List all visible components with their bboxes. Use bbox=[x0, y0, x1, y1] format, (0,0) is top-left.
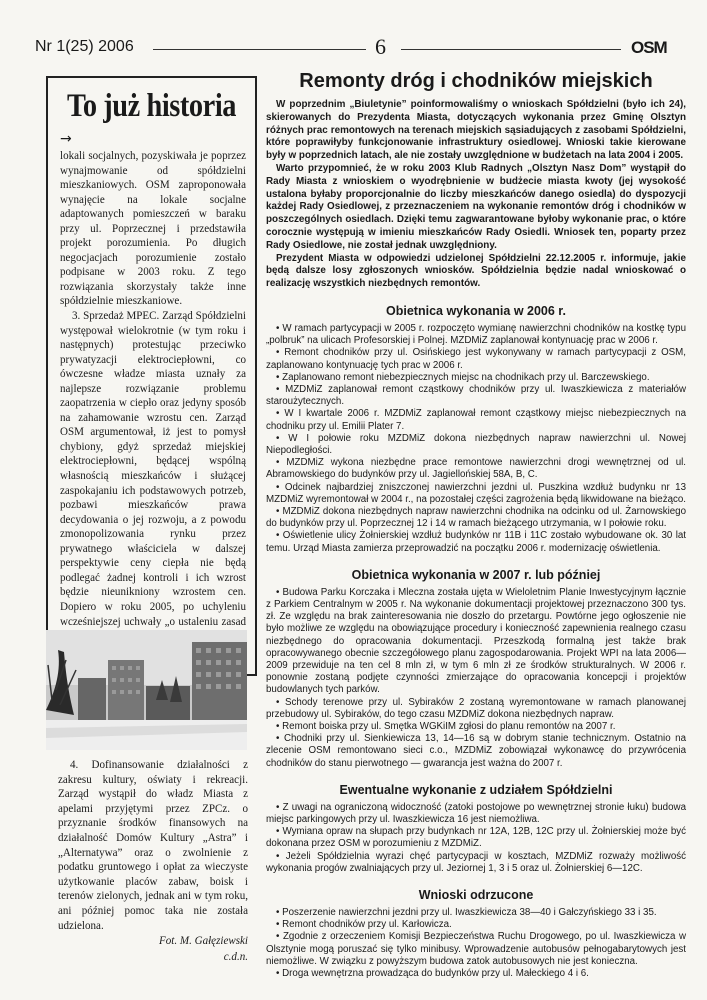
lead-paragraph: W poprzednim „Biuletynie” poinformowaliśmy o wnioskach Spółdzielni (było ich 24), skierowanych do Prezydenta Miasta, dotyczących wykonania przez Gminę Olsztyn różnych prac remontowych na terenach miejskich sąsiadujących z zasobami Spółdzielni, które poprawiłyby funkcjonowanie infrastruktury osiedlowej. Wnioski takie kierowane były w poprzednich latach, ale nie zostały uwzględnione w budżetach na lata 2004 i 2005. bbox=[266, 99, 686, 162]
article-lead bbox=[266, 99, 686, 291]
sidebar-continuation bbox=[58, 758, 248, 964]
list-item: • W I kwartale 2006 r. MZDMiZ zaplanował remont cząstkowy miejsc niebezpiecznych na chodniku przy ul. Emilii Plater 7. bbox=[266, 408, 686, 432]
sidebar-paragraph: 3. Sprzedaż MPEC. Zarząd Spółdzielni występował wielokrotnie (w tym roku i następnych) protestując przeciwko prywatyzacji elektrociepłowni, co ówczesne władze miasta uznały za najlepsze rozwiązanie problemu zaopatrzenia w ciepło oraz jedyny sposób na zahamowanie wzrostu cen. Zarząd OSM argumentował, iż jest to pomysł chybiony, gdyż sprzedaż miejskiej elektrociepłowni, będącej wspólną własnością mieszkańców i służącej zaspokajaniu ich podstawowych potrzeb, pozbawi mieszkańców prawa decydowania o jej rozwoju, a z powodu zmonopolizowania rynku przez prywatnego właściciela w dalszej perspektywie ceny ciepła nie będą podlegać żadnej kontroli i ich wzrost będzie nieunikniony wzrostem cen. Dopiero w roku 2005, po uchyleniu wcześniejszej uchwały „o ustaleniu zasad bbox=[60, 310, 246, 628]
header-rule-left bbox=[153, 49, 366, 50]
photo-credit: Fot. M. Gałęziewski bbox=[159, 935, 248, 948]
article bbox=[266, 70, 686, 980]
to-be-continued: c.d.n. bbox=[223, 950, 248, 963]
section-heading: Obietnica wykonania w 2007 r. lub później bbox=[351, 567, 601, 582]
list-item: • Droga wewnętrzna prowadząca do budynków przy ul. Małeckiego 4 i 6. bbox=[266, 968, 686, 980]
list-item: • MZDMiZ wykona niezbędne prace remontowe nawierzchni drogi wewnętrznej od ul. Abramowskiego do budynków przy ul. Jagiellońskiej 58A, B, C. bbox=[266, 457, 686, 481]
issue-number: Nr 1(25) 2006 bbox=[35, 38, 134, 55]
list-item: • MZDMiZ dokona niezbędnych napraw nawierzchni chodnika na odcinku od ul. Żarnowskiego do budynków przy ul. Poprzecznej 12 i 14 w ramach bieżącego utrzymania, w I połowie roku. bbox=[266, 506, 686, 530]
list-item: • Oświetlenie ulicy Żołnierskiej wzdłuż budynków nr 11B i 11C zostało wybudowane ok. 30 lat temu. Urząd Miasta zamierza przeprowadzić na początku 2006 r. modernizację oświetlenia. bbox=[266, 530, 686, 554]
list-item: • Remont boiska przy ul. Smętka WGKiIM zgłosi do planu remontów na 2007 r. bbox=[266, 721, 686, 733]
section-cooperative bbox=[266, 783, 686, 875]
section-heading: Ewentualne wykonanie z udziałem Spółdzielni bbox=[339, 782, 613, 797]
section-heading: Wnioski odrzucone bbox=[418, 888, 534, 903]
list-item: • Schody terenowe przy ul. Sybiraków 2 zostaną wyremontowane w ramach planowanej przebudowy ul. Sybiraków, do tego czasu MZDMiZ dokona niezbędnych napraw. bbox=[266, 697, 686, 721]
list-item: • Z uwagi na ograniczoną widoczność (zatoki postojowe po wewnętrznej stronie łuku) budowa miejsc parkingowych przy ul. Iwaszkiewicza 16 jest niemożliwa. bbox=[266, 802, 686, 826]
sidebar-body bbox=[60, 149, 246, 687]
lead-paragraph: Warto przypomnieć, że w roku 2003 Klub Radnych „Olsztyn Nasz Dom” wystąpił do Rady Miasta z wnioskiem o wyodrębnienie w budżecie miasta kwoty (jej wysokość ustalona byłaby proporcjonalnie do liczby mieszkańców danego osiedla) do dyspozycji każdej Rady Osiedlowej, z przeznaczeniem na wykonanie remontów dróg i chodników w poszczególnych osiedlach. Dzięki temu zagwarantowane byłoby wykonanie prac, o które corocznie występują w imieniu mieszkańców Rady Osiedli. Wniosek ten, poparty przez Rady Osiedlowe, nie został jednak uwzględniony. bbox=[266, 162, 686, 251]
list-item: • Chodniki przy ul. Sienkiewicza 13, 14—16 są w dobrym stanie technicznym. Ostatnio na zlecenie OSM remontowano sieci c.o., MZDMiZ zobowiązał wykonawcę do przywrócenia chodników do stanu pierwotnego — gwarancja jest ważna do 2007 r. bbox=[266, 733, 686, 770]
section-2006 bbox=[266, 304, 686, 555]
list-item: • Odcinek najbardziej zniszczonej nawierzchni jezdni ul. Puszkina wzdłuż budynku nr 13 MZDMiZ wyremontował w 2004 r., na pozostałej części zagrożenia będą likwidowane na bieżąco. bbox=[266, 482, 686, 506]
list-item: • W I połowie roku MZDMiZ dokona niezbędnych napraw nawierzchni ul. Nowej Niepodległości. bbox=[266, 433, 686, 457]
sidebar-title: To już historia bbox=[66, 88, 237, 124]
list-item: • Jeżeli Spółdzielnia wyrazi chęć partycypacji w kosztach, MZDMiZ rozważy możliwość wykonania progów zwalniających przy ul. Jeziornej 1, 3 i 5 oraz ul. Żołnierskiej 6—12C. bbox=[266, 851, 686, 875]
list-item: • Zaplanowano remont niebezpiecznych miejsc na chodnikach przy ul. Barczewskiego. bbox=[266, 372, 686, 384]
sidebar-paragraph: 4. Dofinansowanie działalności z zakresu kultury, oświaty i rekreacji. Zarząd wystąpił do władz Miasta z apelami przyjętymi przez ZPCz. o przyznanie środków finansowych na działalność Domów Kultury „Astra” i „Alternatywa” oraz o zwolnienie z podatku gruntowego i opłat za wieczyste użytkowanie placów zabaw, boisk i terenów zielonych, jednak ani w tym roku, ani później pomoc taka nie została udzielona. bbox=[58, 759, 248, 932]
section-rejected bbox=[266, 888, 686, 980]
osm-logo: OSM bbox=[631, 38, 667, 57]
list-item: • MZDMiZ zaplanował remont cząstkowy chodników przy ul. Iwaszkiewicza z materiałów staroużytecznych. bbox=[266, 384, 686, 408]
page-header bbox=[35, 36, 685, 60]
section-list bbox=[266, 587, 686, 770]
history-sidebar bbox=[46, 76, 257, 676]
list-item: • Poszerzenie nawierzchni jezdni przy ul. Iwaszkiewicza 38—40 i Gałczyńskiego 33 i 35. bbox=[266, 907, 686, 919]
page-number: 6 bbox=[375, 34, 386, 59]
list-item: • Remont chodników przy ul. Osińskiego jest wykonywany w ramach partycypacji z OSM, zaplanowano kontynuację tych prac w 2006 r. bbox=[266, 347, 686, 371]
header-rule-right bbox=[401, 49, 621, 50]
housing-estate-photo-image bbox=[46, 630, 247, 750]
article-title: Remonty dróg i chodników miejskich bbox=[299, 70, 653, 92]
section-list bbox=[266, 323, 686, 555]
section-2007 bbox=[266, 568, 686, 770]
list-item: • Zgodnie z orzeczeniem Komisji Bezpieczeństwa Ruchu Drogowego, po ul. Iwaszkiewicza w Olsztynie mogą poruszać się tylko minibusy. Wprowadzenie autobusów pełnogabarytowych jest niemożliwe. W związku z powyższym budowa zatok autobusowych nie jest konieczna. bbox=[266, 931, 686, 968]
list-item: • Budowa Parku Korczaka i Mleczna została ujęta w Wieloletnim Planie Inwestycyjnym łącznie z Parkiem Centralnym w 2005 r. Na wykonanie dokumentacji projektowej przeznaczono 300 tys. zł. Ze względu na brak zainteresowania nie doszło do przetargu. Powtórne jego ogłoszenie nie było możliwe ze względu na obowiązujące procedury i konieczność zapewnienia realnego czasu niezbędnego do opracowania dokumentacji. Przeszkodą formalną jest także brak opracowywanego obecnie szczegółowego planu zagospodarowania. Projekt WPI na lata 2006—2009 przewiduje na ten cel 8 mln zł, w tym 6 mln zł ze środków strukturalnych. W 2006 r. ponownie zostaną podjęte czynności zmierzające do opracowania koncepcji i projektów budowlanych tych parków. bbox=[266, 587, 686, 697]
list-item: • Remont chodników przy ul. Karłowicza. bbox=[266, 919, 686, 931]
section-list bbox=[266, 802, 686, 875]
list-item: • Wymiana opraw na słupach przy budynkach nr 12A, 12B, 12C przy ul. Żołnierskiej może być dokonana przez OSM w porozumieniu z MZDMiZ. bbox=[266, 826, 686, 850]
sidebar-paragraph: lokali socjalnych, pozyskiwała je poprzez wynajmowanie od spółdzielni mieszkaniowych. OSM zaproponowała wynajęcie na lokale socjalne adaptowanych pomieszczeń w baraku przy ul. Poprzecznej i przedstawiła projekt porozumienia. Po długich negocjacjach porozumienie zostało podpisane w 2003 roku. Z tego rozwiązania skorzystały także inne spółdzielnie mieszkaniowe. bbox=[60, 150, 246, 308]
section-heading: Obietnica wykonania w 2006 r. bbox=[386, 303, 566, 318]
lead-paragraph: Prezydent Miasta w odpowiedzi udzielonej Spółdzielni 22.12.2005 r. informuje, jakie będą dalsze losy zgłoszonych wniosków. Spółdzielnia będzie nadal wnioskować o realizację wszystkich niezbędnych remontów. bbox=[266, 252, 686, 290]
section-list bbox=[266, 907, 686, 980]
list-item: • W ramach partycypacji w 2005 r. rozpoczęto wymianę nawierzchni chodników na kostkę typu „polbruk” na ulicach Profesorskiej i Polnej. MZDMiZ zaplanował kontynuację prac w 2006 r. bbox=[266, 323, 686, 347]
continuation-arrow-icon: → bbox=[60, 131, 72, 147]
housing-estate-photo bbox=[46, 630, 247, 750]
